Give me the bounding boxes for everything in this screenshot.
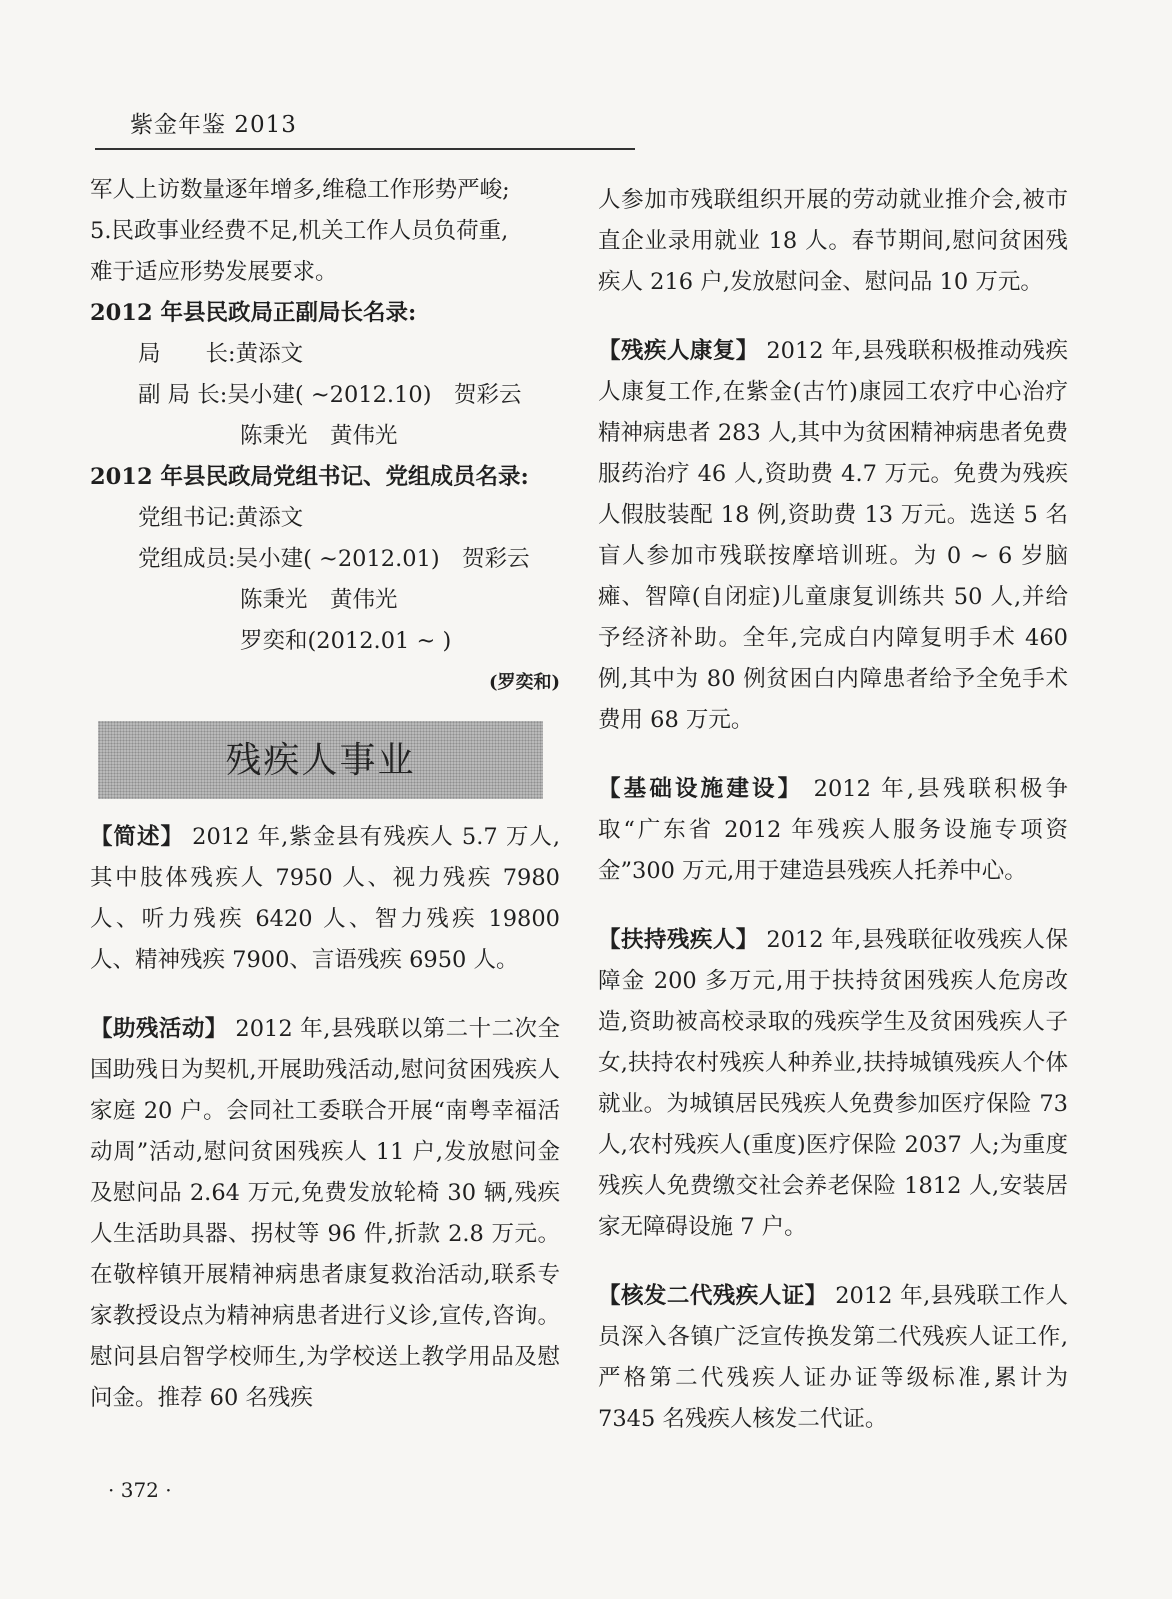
section-banner	[98, 721, 543, 799]
list-item: 副 局 长:吴小建( ~2012.10) 贺彩云	[138, 382, 522, 408]
page-number: · 372 ·	[108, 1478, 172, 1502]
subsection-title: 【核发二代残疾人证】	[598, 1283, 828, 1309]
subsection-body: 2012 年,县残联工作人员深入各镇广泛宣传换发第二代残疾人证工作,严格第二代残疾人证办证等级标准,累计为 7345 名残疾人核发二代证。	[598, 1283, 1068, 1432]
paragraph	[598, 920, 1068, 1248]
running-header: 紫金年鉴 2013	[130, 112, 297, 138]
list-item: 党组书记:黄添文	[138, 505, 304, 531]
list-item: 陈秉光 黄伟光	[240, 423, 398, 449]
subsection-body: 2012 年,紫金县有残疾人 5.7 万人,其中肢体残疾人 7950 人、视力残疾 7980 人、听力残疾 6420 人、智力残疾 19800 人、精神残疾 7900、言语残疾 6950 人。	[90, 824, 560, 973]
left-column	[90, 170, 560, 1419]
paragraph	[90, 817, 560, 981]
paragraph: 人参加市残联组织开展的劳动就业推介会,被市直企业录用就业 18 人。春节期间,慰问贫困残疾人 216 户,发放慰问金、慰问品 10 万元。	[598, 187, 1068, 295]
paragraph: 军人上访数量逐年增多,维稳工作形势严峻;	[90, 177, 510, 203]
paragraph: 难于适应形势发展要求。	[90, 259, 338, 285]
right-column	[598, 180, 1068, 1440]
subsection-body: 2012 年,县残联征收残疾人保障金 200 多万元,用于扶持贫困残疾人危房改造,资助被高校录取的残疾学生及贫困残疾人子女,扶持农村残疾人种养业,扶持城镇残疾人个体就业。为城镇居民残疾人免费参加医疗保险 73 人,农村残疾人(重度)医疗保险 2037 人;为重度残疾人免费缴交社会养老保险 1812 人,安装居家无障碍设施 7 户。	[598, 927, 1068, 1240]
list-item: 党组成员:吴小建( ~2012.01) 贺彩云	[138, 546, 530, 572]
subsection-body: 2012 年,县残联以第二十二次全国助残日为契机,开展助残活动,慰问贫困残疾人家庭 20 户。会同社工委联合开展“南粤幸福活动周”活动,慰问贫困残疾人 11 户,发放慰问金及慰问品 2.64 万元,免费发放轮椅 30 辆,残疾人生活助具器、拐杖等 96 件,折款 2.8 万元。在敬梓镇开展精神病患者康复救治活动,联系专家教授设点为精神病患者进行义诊,宣传,咨询。慰问县启智学校师生,为学校送上教学用品及慰问金。推荐 60 名残疾	[90, 1016, 560, 1411]
subsection-body: 2012 年,县残联积极推动残疾人康复工作,在紫金(古竹)康园工农疗中心治疗精神病患者 283 人,其中为贫困精神病患者免费服药治疗 46 人,资助费 4.7 万元。免费为残疾人假肢装配 18 例,资助费 13 万元。选送 5 名盲人参加市残联按摩培训班。为 0 ~ 6 岁脑瘫、智障(自闭症)儿童康复训练共 50 人,并给予经济补助。全年,完成白内障复明手术 460 例,其中为 80 例贫困白内障患者给予全免手术费用 68 万元。	[598, 338, 1068, 733]
subsection-title: 【助残活动】	[90, 1016, 228, 1042]
paragraph	[598, 331, 1068, 741]
paragraph	[90, 1009, 560, 1419]
subsection-title: 【残疾人康复】	[598, 338, 759, 364]
list-title: 2012 年县民政局党组书记、党组成员名录:	[90, 464, 529, 490]
section-title: 残疾人事业	[225, 739, 416, 781]
subsection-body: 2012 年,县残联积极争取“广东省 2012 年残疾人服务设施专项资金”300 万元,用于建造县残疾人托养中心。	[598, 776, 1068, 884]
list-item: 罗奕和(2012.01 ~ )	[240, 628, 452, 654]
paragraph: 5.民政事业经费不足,机关工作人员负荷重,	[90, 218, 509, 244]
subsection-title: 【简述】	[90, 824, 185, 850]
author-credit: (罗奕和)	[488, 672, 560, 693]
subsection-title: 【基础设施建设】	[598, 776, 804, 802]
list-item: 局 长:黄添文	[138, 341, 304, 367]
paragraph	[598, 769, 1068, 892]
list-item: 陈秉光 黄伟光	[240, 587, 398, 613]
paragraph	[598, 1276, 1068, 1440]
subsection-title: 【扶持残疾人】	[598, 927, 759, 953]
header-rule	[95, 148, 635, 150]
list-title: 2012 年县民政局正副局长名录:	[90, 300, 417, 326]
